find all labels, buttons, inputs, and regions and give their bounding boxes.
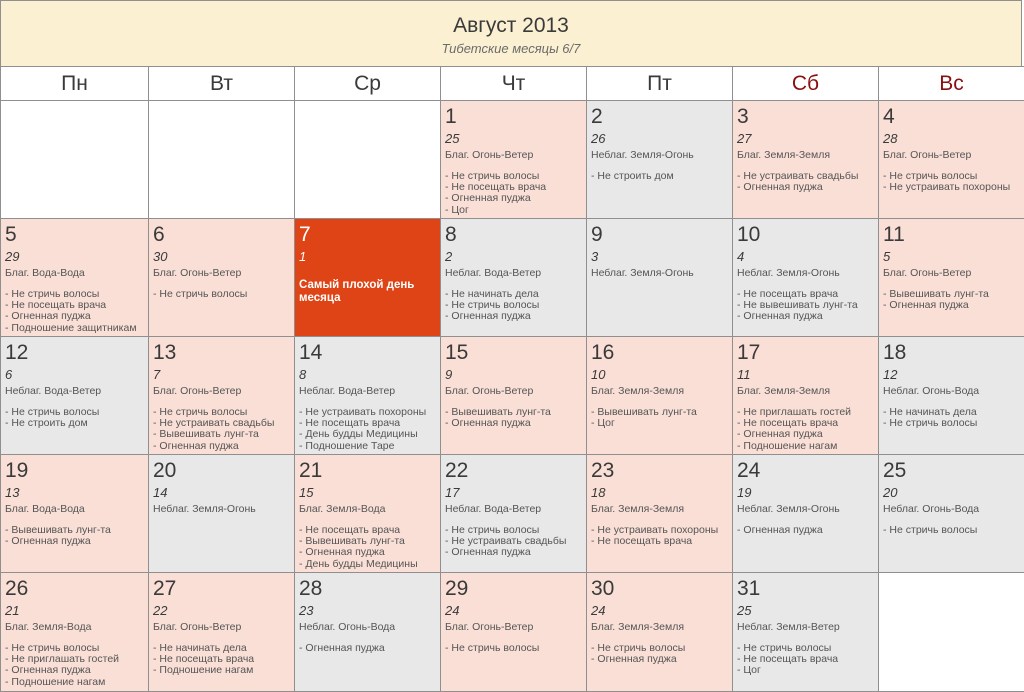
tibetan-day-number: 6 (5, 367, 13, 382)
day-number: 19 (5, 459, 29, 482)
day-cell[interactable] (440, 454, 587, 573)
tibetan-day-number: 12 (883, 367, 898, 382)
tibetan-day-number: 17 (445, 485, 460, 500)
element-combination: Неблаг. Огонь-Вода (299, 621, 396, 633)
element-combination: Неблаг. Вода-Ветер (445, 503, 542, 515)
day-number: 16 (591, 341, 615, 364)
recommendation-item: - Не посещать врача (299, 417, 401, 430)
tibetan-day-number: 1 (299, 249, 307, 264)
day-number: 28 (299, 577, 323, 600)
day-recommendations (737, 525, 823, 536)
day-cell[interactable] (586, 218, 733, 337)
element-combination: Благ. Земля-Земля (591, 385, 685, 397)
day-cell[interactable] (440, 100, 587, 219)
element-combination: Благ. Огонь-Ветер (153, 621, 242, 633)
recommendation-item: - Не устраивать свадьбы (445, 535, 567, 548)
tibetan-day-number: 24 (591, 603, 606, 618)
recommendation-item: - Цог (445, 203, 469, 216)
day-number: 14 (299, 341, 323, 364)
day-number: 31 (737, 577, 761, 600)
day-cell[interactable] (732, 336, 879, 455)
recommendation-item: - Не стричь волосы (445, 299, 540, 312)
day-cell[interactable] (294, 454, 441, 573)
recommendation-item: - День будды Медицины (299, 557, 418, 570)
empty-day-cell (294, 100, 441, 219)
tibetan-day-number: 2 (445, 249, 453, 264)
weekday-header: Чт (440, 66, 587, 101)
day-recommendations (737, 407, 851, 452)
element-combination: Неблаг. Земля-Огонь (153, 503, 256, 515)
element-combination: Благ. Вода-Вода (5, 503, 85, 515)
element-combination: Благ. Земля-Земля (737, 385, 831, 397)
tibetan-day-number: 23 (299, 603, 314, 618)
day-cell[interactable] (732, 218, 879, 337)
recommendation-item: - Огненная пуджа (299, 642, 385, 654)
empty-day-cell (878, 572, 1024, 692)
day-recommendations (445, 525, 566, 559)
day-cell[interactable] (294, 336, 441, 455)
recommendation-item: - Не стричь волосы (5, 406, 100, 418)
element-combination: Неблаг. Земля-Ветер (737, 621, 840, 633)
recommendation-item: - Не стричь волосы (883, 524, 978, 536)
recommendation-item: - Не стричь волосы (445, 524, 540, 536)
day-recommendations (591, 171, 674, 182)
day-number: 17 (737, 341, 761, 364)
day-recommendations (883, 525, 977, 536)
day-cell[interactable] (0, 336, 149, 455)
element-combination: Неблаг. Огонь-Вода (883, 503, 980, 515)
day-cell[interactable] (148, 218, 295, 337)
recommendation-item: - Вывешивать лунг-та (591, 406, 697, 418)
day-cell[interactable] (878, 218, 1024, 337)
day-recommendations (5, 525, 111, 547)
element-combination: Неблаг. Вода-Ветер (5, 385, 102, 397)
tibetan-day-number: 26 (591, 131, 606, 146)
recommendation-item: - Вывешивать лунг-та (883, 288, 989, 300)
empty-day-cell (148, 100, 295, 219)
day-number: 6 (153, 223, 165, 246)
recommendation-item: - Не стричь волосы (445, 642, 540, 654)
recommendation-item: - Цог (591, 417, 615, 430)
weekday-header: Пн (0, 66, 149, 101)
element-combination: Неблаг. Земля-Огонь (737, 503, 840, 515)
recommendation-item: - Не стричь волосы (5, 642, 100, 654)
tibetan-day-number: 19 (737, 485, 752, 500)
day-recommendations (737, 643, 838, 677)
recommendation-item: - Не устраивать похороны (591, 524, 719, 536)
tibetan-day-number: 22 (153, 603, 168, 618)
day-cell[interactable] (878, 336, 1024, 455)
tibetan-day-number: 28 (883, 131, 898, 146)
day-cell[interactable] (294, 218, 441, 337)
recommendation-item: - Подношение Таре (299, 439, 395, 452)
day-number: 15 (445, 341, 469, 364)
day-number: 3 (737, 105, 749, 128)
day-number: 10 (737, 223, 761, 246)
day-number: 27 (153, 577, 177, 600)
recommendation-item: - Огненная пуджа (299, 546, 385, 559)
element-combination: Благ. Огонь-Ветер (153, 385, 242, 397)
day-number: 13 (153, 341, 177, 364)
day-number: 26 (5, 577, 29, 600)
tibetan-day-number: 9 (445, 367, 453, 382)
day-number: 23 (591, 459, 615, 482)
recommendation-item: - Не стричь волосы (883, 417, 978, 430)
element-combination: Благ. Огонь-Ветер (883, 267, 972, 279)
day-recommendations (5, 643, 119, 688)
tibetan-day-number: 18 (591, 485, 606, 500)
element-combination: Неблаг. Земля-Огонь (591, 149, 694, 161)
recommendation-item: - Вывешивать лунг-та (445, 406, 551, 418)
recommendation-item: - Не устраивать похороны (299, 406, 427, 418)
tibetan-day-number: 15 (299, 485, 314, 500)
tibetan-day-number: 13 (5, 485, 20, 500)
day-number: 21 (299, 459, 323, 482)
day-cell[interactable] (148, 572, 295, 692)
recommendation-item: - Не устраивать похороны (883, 181, 1011, 194)
day-recommendations (5, 407, 99, 429)
recommendation-item: - Не посещать врача (591, 535, 693, 548)
day-cell[interactable] (440, 218, 587, 337)
day-number: 11 (883, 223, 905, 246)
day-number: 12 (5, 341, 29, 364)
recommendation-item: - Не устраивать свадьбы (153, 417, 275, 430)
recommendation-item: - Не начинать дела (153, 642, 247, 654)
day-cell[interactable] (0, 572, 149, 692)
recommendation-item: - Не начинать дела (445, 288, 539, 300)
day-recommendations (153, 289, 247, 300)
day-recommendations (299, 525, 418, 570)
day-recommendations (591, 525, 718, 547)
recommendation-item: - Не посещать врача (5, 299, 107, 312)
day-recommendations (445, 289, 539, 323)
recommendation-item: - Не посещать врача (299, 524, 401, 536)
element-combination: Благ. Земля-Вода (299, 503, 386, 515)
tibetan-day-number: 5 (883, 249, 891, 264)
recommendation-item: - Не посещать врача (153, 653, 255, 666)
recommendation-item: - Не стричь волосы (737, 642, 832, 654)
day-cell[interactable] (878, 454, 1024, 573)
recommendation-item: - Не приглашать гостей (737, 406, 852, 418)
recommendation-item: - Не стричь волосы (153, 288, 248, 300)
day-cell[interactable] (440, 336, 587, 455)
recommendation-item: - Подношение нагам (5, 675, 106, 688)
recommendation-item: - Не приглашать гостей (5, 653, 120, 666)
day-cell[interactable] (294, 572, 441, 692)
day-number: 7 (299, 223, 311, 246)
element-combination: Благ. Огонь-Ветер (445, 149, 534, 161)
day-number: 29 (445, 577, 469, 600)
day-recommendations (445, 643, 539, 654)
element-combination: Неблаг. Земля-Огонь (591, 267, 694, 279)
recommendation-item: - Не строить дом (591, 170, 674, 182)
tibetan-day-number: 10 (591, 367, 606, 382)
recommendation-item: - Огненная пуджа (445, 310, 531, 323)
element-combination: Благ. Огонь-Ветер (883, 149, 972, 161)
day-cell[interactable] (878, 100, 1024, 219)
recommendation-item: - Вывешивать лунг-та (153, 428, 259, 441)
empty-day-cell (0, 100, 149, 219)
element-combination: Благ. Огонь-Ветер (445, 621, 534, 633)
recommendation-item: - Вывешивать лунг-та (5, 524, 111, 536)
recommendation-item: - Подношение нагам (153, 664, 254, 677)
element-combination: Благ. Земля-Земля (591, 621, 685, 633)
day-recommendations (5, 289, 137, 334)
recommendation-item: - Не посещать врача (737, 417, 839, 430)
month-title: Август 2013 (453, 14, 569, 37)
day-recommendations (883, 171, 1010, 193)
recommendation-item: - Огненная пуджа (737, 310, 823, 323)
tibetan-day-number: 7 (153, 367, 161, 382)
tibetan-day-number: 14 (153, 485, 168, 500)
day-recommendations (591, 643, 685, 665)
element-combination: Неблаг. Огонь-Вода (883, 385, 980, 397)
element-combination: Неблаг. Вода-Ветер (299, 385, 396, 397)
recommendation-item: - Подношение нагам (737, 439, 838, 452)
tibetan-day-number: 24 (445, 603, 460, 618)
tibetan-day-number: 30 (153, 249, 168, 264)
recommendation-item: - Огненная пуджа (591, 653, 677, 666)
day-number: 9 (591, 223, 603, 246)
worst-day-label: Самый плохой день месяца (299, 279, 415, 304)
day-recommendations (153, 407, 274, 452)
recommendation-item: - Огненная пуджа (153, 439, 239, 452)
tibetan-day-number: 25 (737, 603, 752, 618)
weekday-header: Вс (878, 66, 1024, 101)
tibetan-day-number: 3 (591, 249, 599, 264)
day-recommendations (591, 407, 697, 429)
recommendation-item: - Не стричь волосы (153, 406, 248, 418)
weekday-header: Вт (148, 66, 295, 101)
day-number: 30 (591, 577, 615, 600)
recommendation-item: - Огненная пуджа (445, 546, 531, 559)
recommendation-item: - Огненная пуджа (5, 535, 91, 548)
day-number: 4 (883, 105, 895, 128)
day-cell[interactable] (732, 572, 879, 692)
recommendation-item: - Огненная пуджа (445, 192, 531, 205)
day-cell[interactable] (586, 336, 733, 455)
element-combination: Благ. Огонь-Ветер (153, 267, 242, 279)
day-number: 18 (883, 341, 907, 364)
recommendation-item: - Не посещать врача (737, 653, 839, 666)
day-cell[interactable] (586, 454, 733, 573)
day-cell[interactable] (440, 572, 587, 692)
day-number: 22 (445, 459, 469, 482)
recommendation-item: - Огненная пуджа (737, 524, 823, 536)
element-combination: Благ. Вода-Вода (5, 267, 85, 279)
recommendation-item: - Не стричь волосы (591, 642, 686, 654)
tibetan-day-number: 29 (5, 249, 20, 264)
day-cell[interactable] (732, 454, 879, 573)
day-recommendations (883, 289, 989, 311)
tibetan-day-number: 27 (737, 131, 752, 146)
element-combination: Неблаг. Земля-Огонь (737, 267, 840, 279)
calendar-header (0, 0, 1022, 67)
tibetan-day-number: 11 (737, 367, 751, 382)
recommendation-item: - Цог (737, 664, 761, 677)
day-number: 5 (5, 223, 17, 246)
recommendation-item: - Не начинать дела (883, 406, 977, 418)
element-combination: Благ. Земля-Вода (5, 621, 92, 633)
day-cell[interactable] (0, 454, 149, 573)
element-combination: Благ. Земля-Земля (737, 149, 831, 161)
recommendation-item: - Огненная пуджа (883, 299, 969, 312)
recommendation-item: - Не стричь волосы (5, 288, 100, 300)
day-cell[interactable] (586, 572, 733, 692)
tibetan-day-number: 4 (737, 249, 745, 264)
recommendation-item: - Вывешивать лунг-та (299, 535, 405, 548)
day-recommendations (299, 407, 426, 452)
day-recommendations (445, 171, 546, 216)
day-number: 25 (883, 459, 907, 482)
weekday-header: Ср (294, 66, 441, 101)
tibetan-day-number: 21 (5, 603, 20, 618)
recommendation-item: - Огненная пуджа (5, 310, 91, 323)
recommendation-item: - День будды Медицины (299, 428, 418, 441)
tibetan-months-subtitle: Тибетские месяцы 6/7 (441, 41, 581, 56)
day-cell[interactable] (148, 454, 295, 573)
recommendation-item: - Не посещать врача (445, 181, 547, 194)
day-recommendations (737, 171, 858, 193)
recommendation-item: - Не строить дом (5, 417, 88, 430)
element-combination: Неблаг. Вода-Ветер (445, 267, 542, 279)
recommendation-item: - Огненная пуджа (5, 664, 91, 677)
day-cell[interactable] (148, 336, 295, 455)
recommendation-item: - Не стричь волосы (445, 170, 540, 182)
recommendation-item: - Не посещать врача (737, 288, 839, 300)
day-number: 8 (445, 223, 457, 246)
element-combination: Благ. Огонь-Ветер (445, 385, 534, 397)
recommendation-item: - Не устраивать свадьбы (737, 170, 859, 182)
recommendation-item: - Огненная пуджа (737, 428, 823, 441)
day-recommendations (445, 407, 551, 429)
day-recommendations (299, 643, 385, 654)
day-recommendations (153, 643, 254, 677)
day-cell[interactable] (586, 100, 733, 219)
day-number: 24 (737, 459, 761, 482)
recommendation-item: - Не стричь волосы (883, 170, 978, 182)
tibetan-day-number: 25 (445, 131, 460, 146)
element-combination: Благ. Земля-Земля (591, 503, 685, 515)
day-number: 20 (153, 459, 177, 482)
day-cell[interactable] (0, 218, 149, 337)
recommendation-item: - Подношение защитникам (5, 321, 137, 334)
recommendation-item: - Не вывешивать лунг-та (737, 299, 858, 312)
day-recommendations (883, 407, 977, 429)
tibetan-day-number: 20 (883, 485, 898, 500)
day-cell[interactable] (732, 100, 879, 219)
weekday-header: Пт (586, 66, 733, 101)
recommendation-item: - Огненная пуджа (445, 417, 531, 430)
tibetan-day-number: 8 (299, 367, 307, 382)
day-number: 2 (591, 105, 603, 128)
weekday-header: Сб (732, 66, 879, 101)
day-recommendations (737, 289, 858, 323)
recommendation-item: - Огненная пуджа (737, 181, 823, 194)
day-number: 1 (445, 105, 457, 128)
